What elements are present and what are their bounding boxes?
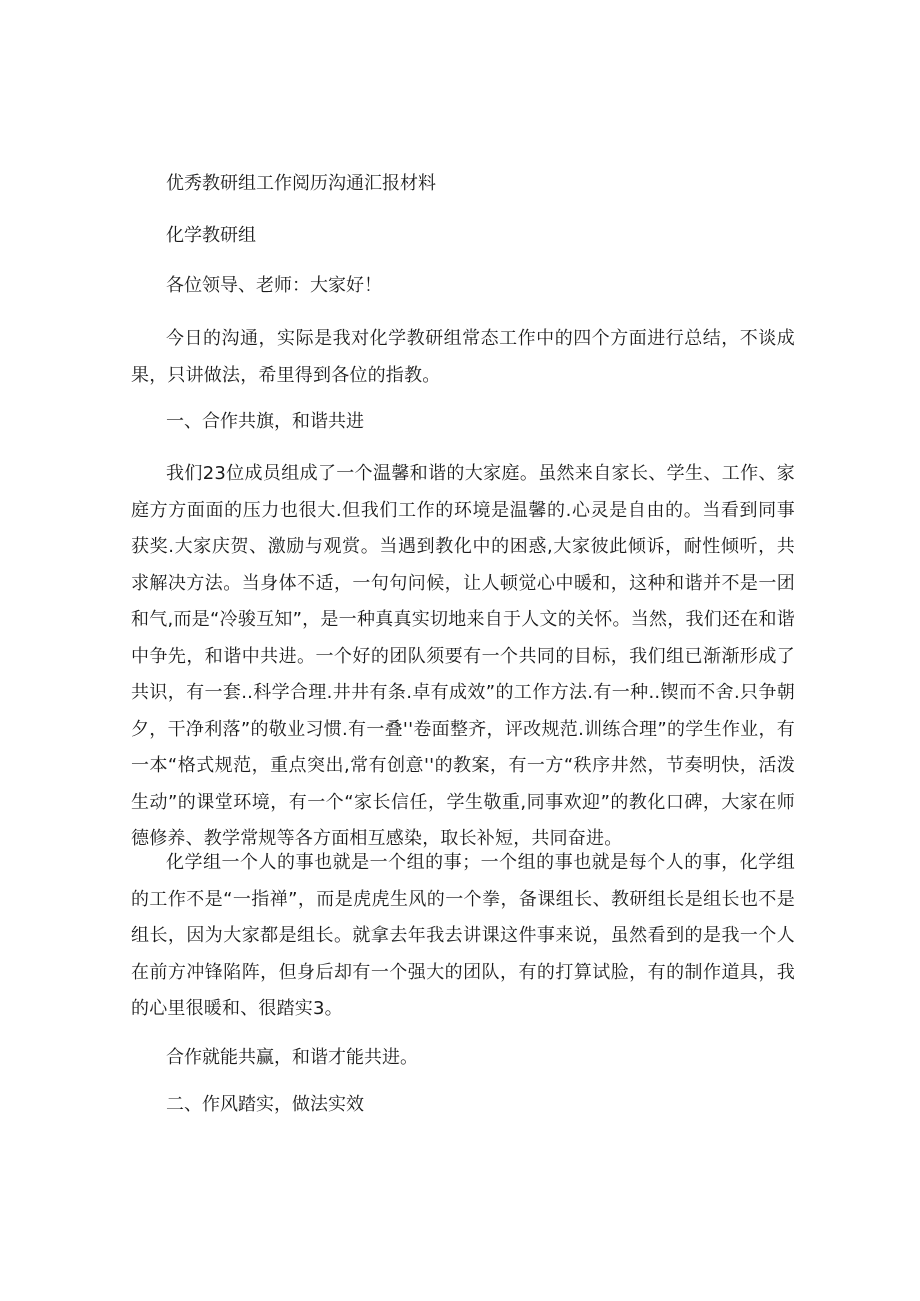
greeting: 各位领导、老师：大家好！ bbox=[166, 275, 382, 296]
document-title: 优秀教研组工作阅历沟通汇报材料 bbox=[166, 173, 436, 194]
section1-paragraph-1: 我们23位成员组成了一个温馨和谐的大家庭。虽然来自家长、学生、工作、家庭方方面面的压力也很大.但我们工作的环境是温馨的.心灵是自由的。当看到同事获奖.大家庆贺、激励与观赏。当遇到教化中的困惑,大家彼此倾诉，耐性倾听，共求解决方法。当身体不适，一句句问候，让人顿觉心中暖和，这种和谐并不是一团和气,而是“冷骏互知”，是一种真真实切地来自于人文的关怀。当然，我们还在和谐中争先，和谐中共进。一个好的团队须要有一个共同的目标，我们组已渐渐形成了共识，有一套..科学合理.井井有条.卓有成效”的工作方法.有一种..锲而不舍.只争朝夕，干净利落”的敬业习惯.有一叠''卷面整齐，评改规范.训练合理”的学生作业，有一本“格式规范，重点突出,常有创意''的教案，有一方“秩序井然，节奏明快，活泼生动”的课堂环境，有一个“家长信任，学生敬重,同事欢迎”的教化口碑，大家在师德修养、教学常规等各方面相互感染，取长补短，共同奋进。 bbox=[131, 463, 795, 849]
section1-paragraph-2: 化学组一个人的事也就是一个组的事；一个组的事也就是每个人的事，化学组的工作不是“一指禅”，而是虎虎生风的一个拳，备课组长、教研组长是组长也不是组长，因为大家都是组长。就拿去年我去讲课这件事来说，虽然看到的是我一个人在前方冲锋陷阵，但身后却有一个强大的团队，有的打算试脸，有的制作道具，我的心里很暖和、很踏实3。 bbox=[131, 852, 795, 1019]
section-heading-1: 一、合作共旗，和谐共进 bbox=[166, 411, 364, 432]
intro-paragraph: 今日的沟通，实际是我对化学教研组常态工作中的四个方面进行总结，不谈成果，只讲做法，希里得到各位的指教。 bbox=[131, 328, 795, 386]
section1-conclusion: 合作就能共赢，和谐才能共进。 bbox=[166, 1047, 418, 1068]
group-name: 化学教研组 bbox=[166, 225, 256, 246]
section-heading-2: 二、作风踏实，做法实效 bbox=[166, 1094, 364, 1115]
